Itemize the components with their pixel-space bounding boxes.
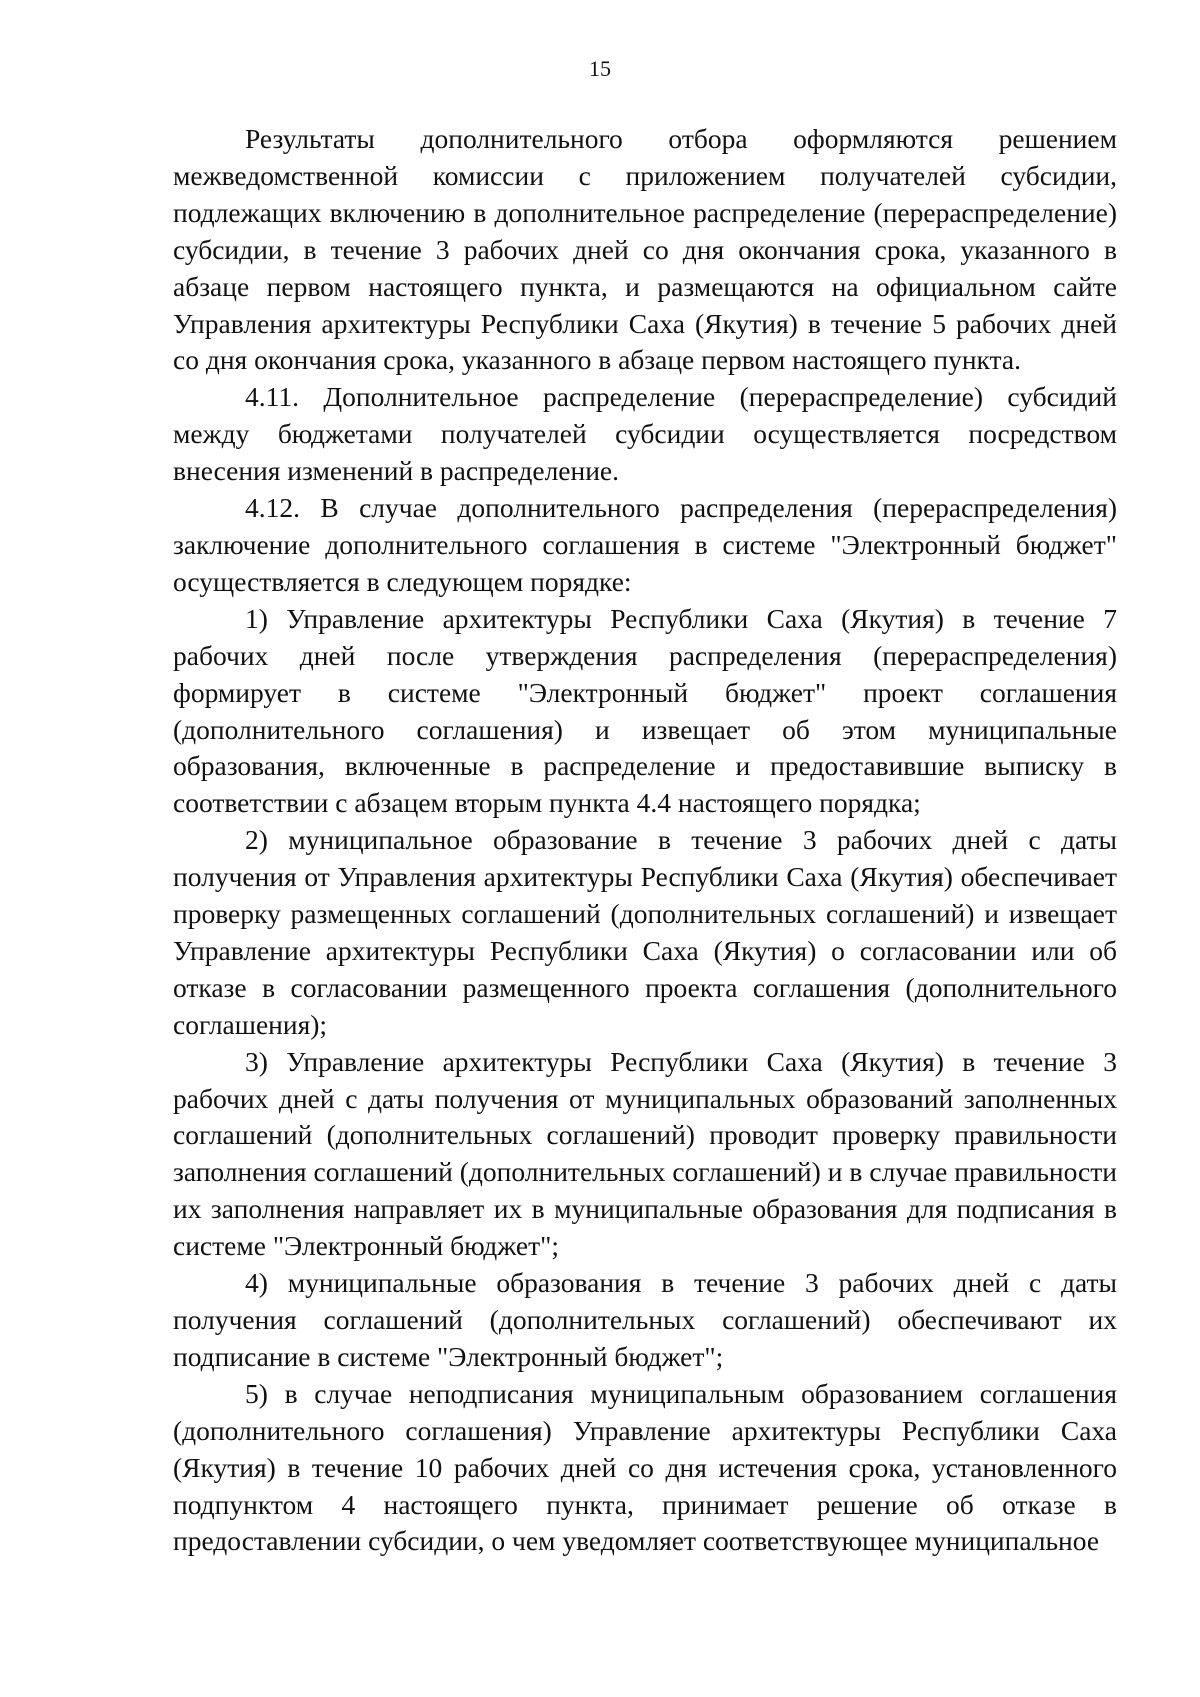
paragraph-subitem-3: 3) Управление архитектуры Республики Саха (Якутия) в течение 3 рабочих дней с даты получения от муниципальных образований заполненных соглашений (дополнительных соглашений) проводит проверку правильности заполнения соглашений (дополнительных соглашений) и в случае правильности их заполнения направляет их в муниципальные образования для подписания в системе "Электронный бюджет"; — [173, 1045, 1117, 1262]
page-number: 15 — [589, 56, 611, 81]
paragraph-4-12: 4.12. В случае дополнительного распределения (перераспределения) заключение дополнительного соглашения в системе "Электронный бюджет" осуществляется в следующем порядке: — [173, 492, 1117, 597]
paragraph-4-11: 4.11. Дополнительное распределение (перераспределение) субсидий между бюджетами получателей субсидии осуществляется посредством внесения изменений в распределение. — [173, 381, 1117, 487]
paragraph-subitem-1: 1) Управление архитектуры Республики Саха (Якутия) в течение 7 рабочих дней после утверждения распределения (перераспределения) формирует в системе "Электронный бюджет" проект соглашения (дополнительного соглашения) и извещает об этом муниципальные образования, включенные в распределение и предоставившие выписку в соответствии с абзацем вторым пункта 4.4 настоящего порядка; — [173, 602, 1117, 819]
paragraph-subitem-5: 5) в случае неподписания муниципальным образованием соглашения (дополнительного соглашения) Управление архитектуры Республики Саха (Якутия) в течение 10 рабочих дней со дня истечения срока, установленного подпунктом 4 настоящего пункта, принимает решение об отказе в предоставлении субсидии, о чем уведомляет соответствующее муниципальное — [173, 1377, 1117, 1557]
paragraph-subitem-2: 2) муниципальное образование в течение 3 рабочих дней с даты получения от Управления архитектуры Республики Саха (Якутия) обеспечивает проверку размещенных соглашений (дополнительных соглашений) и извещает Управление архитектуры Республики Саха (Якутия) о согласовании или об отказе в согласовании размещенного проекта соглашения (дополнительного соглашения); — [173, 824, 1117, 1040]
paragraph-subitem-4: 4) муниципальные образования в течение 3 рабочих дней с даты получения соглашений (дополнительных соглашений) обеспечивают их подписание в системе "Электронный бюджет"; — [173, 1267, 1117, 1372]
document-body — [173, 121, 1117, 1560]
paragraph-results-of-selection: Результаты дополнительного отбора оформляются решением межведомственной комиссии с приложением получателей субсидии, подлежащих включению в дополнительное распределение (перераспределение) субсидии, в течение 3 рабочих дней со дня окончания срока, указанного в абзаце первом настоящего пункта, и размещаются на официальном сайте Управления архитектуры Республики Саха (Якутия) в течение 5 рабочих дней со дня окончания срока, указанного в абзаце первом настоящего пункта. — [173, 123, 1117, 376]
